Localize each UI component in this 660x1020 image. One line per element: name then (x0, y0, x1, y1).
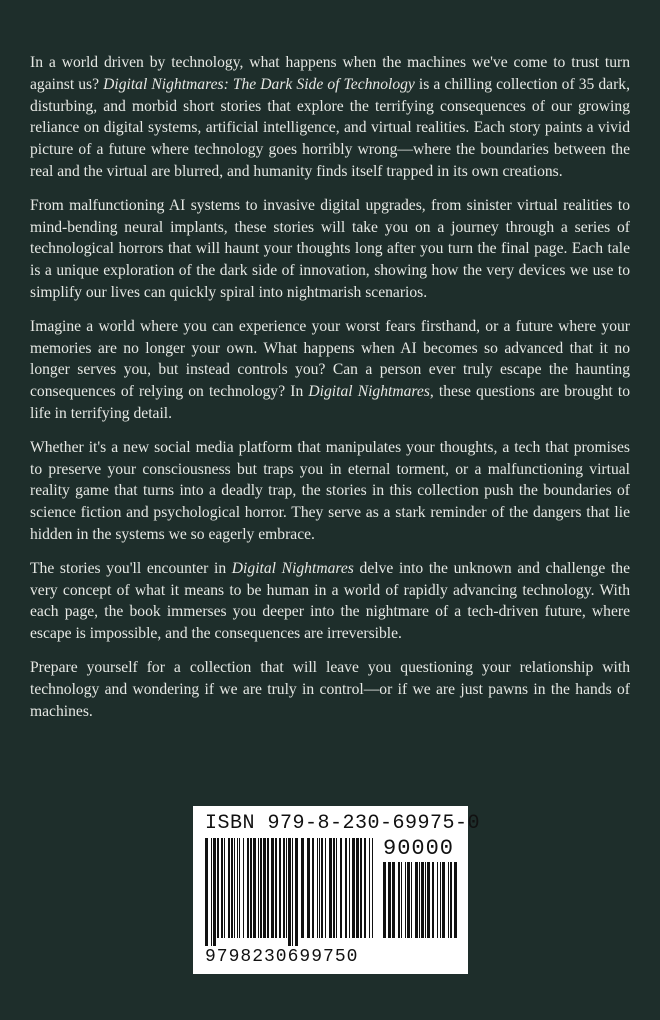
barcode-bar (415, 862, 418, 938)
barcode-bar (312, 838, 314, 938)
barcode-bar (398, 862, 400, 938)
back-cover-blurb (30, 52, 630, 722)
isbn-label: ISBN 979-8-230-69975-0 (205, 812, 481, 835)
barcode-bar (336, 838, 337, 938)
barcode-bar (421, 862, 424, 938)
barcode-bar (340, 838, 342, 938)
blurb-paragraph-3: Imagine a world where you can experience your worst fears firsthand, or a future where your memories are no longer your own. What happens when AI becomes so advanced that it no longer serves you, but instead controls you? Can a person ever truly escape the haunting consequences of relying on technology? In Digital Nightmares, these questions are brought to life in terrifying detail. (30, 317, 630, 422)
barcode-bar (237, 838, 238, 938)
barcode-bar (211, 838, 212, 946)
barcode-bar (307, 838, 310, 938)
barcode-bar (234, 838, 235, 938)
barcode-bar (425, 862, 426, 938)
barcode-bar (319, 838, 320, 938)
barcode-bar (239, 838, 240, 938)
ean13-bars (205, 838, 375, 946)
barcode-bar (450, 862, 452, 938)
barcode-bar (228, 838, 230, 938)
barcode-bar (301, 838, 304, 938)
barcode-bar (345, 838, 347, 938)
barcode-bar (317, 838, 318, 938)
addon-bars (383, 862, 457, 946)
barcode-bar (405, 862, 406, 938)
barcode-bar (263, 838, 266, 938)
barcode-bar (454, 862, 457, 938)
barcode-bar (217, 838, 219, 938)
barcode-bar (213, 838, 216, 946)
barcode-bar (442, 862, 445, 938)
barcode-bar (321, 838, 323, 938)
barcode-bar (286, 838, 287, 938)
barcode-bar (364, 838, 366, 938)
barcode-bar (360, 838, 362, 938)
barcode-bar (260, 838, 262, 938)
barcode-bar (205, 838, 208, 946)
book-title-short: Digital Nightmares (231, 559, 354, 577)
barcode-bar (271, 838, 274, 938)
book-title: Digital Nightmares: The Dark Side of Technology (103, 75, 415, 93)
barcode-bar (372, 838, 373, 938)
barcode-bar (295, 838, 298, 946)
barcode-bar (329, 838, 332, 938)
barcode-bar (352, 838, 355, 938)
barcode-bar (279, 838, 281, 938)
barcode-bar (440, 862, 441, 938)
barcode-bar (448, 862, 449, 938)
barcode-bar (224, 838, 225, 938)
barcode-bar (247, 838, 249, 938)
barcode-bar (283, 838, 285, 938)
barcode-bar (258, 838, 259, 938)
barcode-bar (221, 838, 223, 938)
blurb-paragraph-1: In a world driven by technology, what happens when the machines we've come to trust turn against us? Digital Nightmares: The Dark Side of Technology is a chilling collection of 35 dark, disturbing, and morbid short stories that explore the terrifying consequences of our growing reliance on digital systems, artificial intelligence, and virtual realities. Each story paints a vivid picture of a future where technology goes horribly wrong—where the boundaries between the real and the virtual are blurred, and humanity finds itself trapped in its own creations. (30, 54, 630, 180)
barcode-bar (407, 862, 410, 938)
barcode-bar (369, 838, 370, 938)
barcode-bar (288, 838, 291, 946)
blurb-paragraph-2: From malfunctioning AI systems to invasive digital upgrades, from sinister virtual realities to mind-bending neural implants, these stories will take you on a journey through a series of technological horrors that will haunt your thoughts long after you turn the final page. Each tale is a unique exploration of the dark side of innovation, showing how the very devices we use to simplify our lives can quickly spiral into nightmarish scenarios. (30, 196, 630, 301)
blurb-paragraph-6: Prepare yourself for a collection that will leave you questioning your relationship with technology and wondering if we are truly in control—or if we are just pawns in the hands of machines. (30, 658, 630, 720)
barcode-digits: 9798230699750 (205, 947, 359, 967)
barcode-bar (388, 862, 391, 938)
barcode-bar (325, 838, 326, 938)
barcode-bar (231, 838, 233, 938)
barcode-bar (349, 838, 350, 938)
barcode-bar (427, 862, 430, 938)
barcode-bar (250, 838, 252, 938)
barcode-bar (401, 862, 402, 938)
barcode-bar (253, 838, 256, 938)
barcode-bar (275, 838, 277, 938)
barcode-bar (292, 838, 293, 946)
barcode-bar (437, 862, 438, 938)
blurb-paragraph-4: Whether it's a new social media platform that manipulates your thoughts, a tech that promises to preserve your consciousness but traps you in eternal torment, or a malfunctioning virtual reality game that turns into a deadly trap, the stories in this collection push the boundaries of science fiction and psychological horror. They serve as a stark reminder of the dangers that lie hidden in the systems we so eagerly embrace. (30, 438, 630, 543)
barcode-bar (243, 838, 244, 938)
barcode-bar (267, 838, 269, 938)
barcode-bar (383, 862, 386, 938)
isbn-barcode (193, 806, 481, 974)
barcode-bar (411, 862, 412, 938)
book-title-short: Digital Nightmares (308, 383, 430, 401)
barcode-bar (356, 838, 359, 938)
barcode-bar (419, 862, 420, 938)
barcode-bar (432, 862, 434, 938)
barcode-bar (392, 862, 395, 938)
price-code: 90000 (383, 836, 455, 861)
barcode-bar (333, 838, 335, 938)
blurb-paragraph-5: The stories you'll encounter in Digital Nightmares delve into the unknown and challenge the very concept of what it means to be human in a world of rapidly advancing technology. With each page, the book immerses you deeper into the nightmare of a tech-driven future, where escape is impossible, and the consequences are irreversible. (30, 559, 631, 643)
